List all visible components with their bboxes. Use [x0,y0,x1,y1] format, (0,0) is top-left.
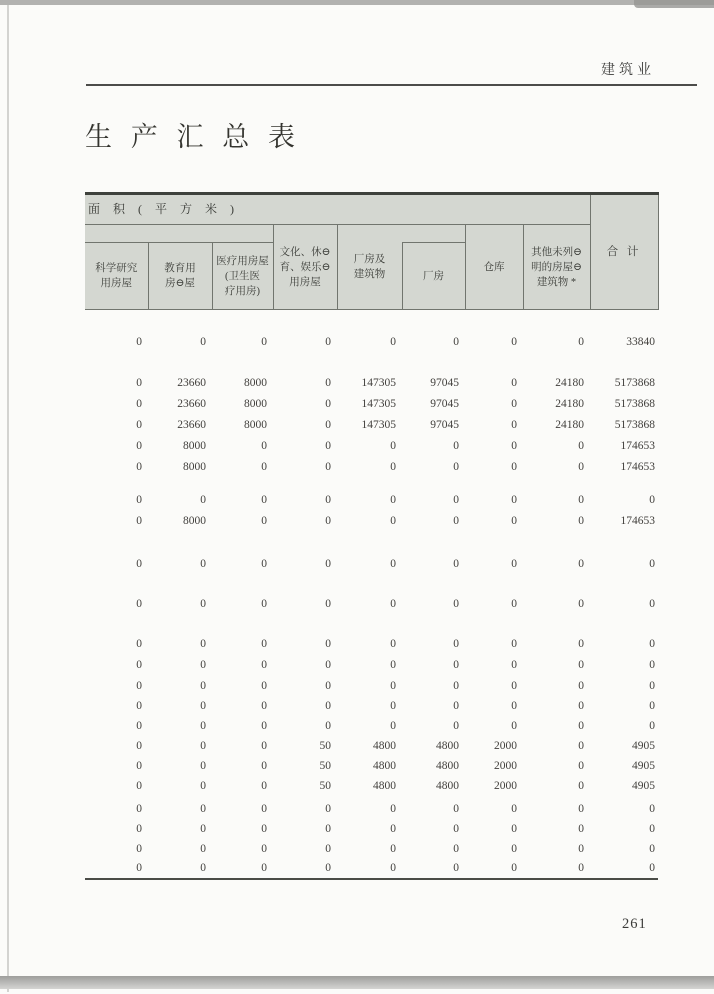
table-cell: 0 [261,779,267,792]
table-cell: 97045 [430,418,459,431]
table-row [85,776,658,796]
scan-edge-bottom [0,976,714,989]
scan-edge-top [0,0,714,5]
table-cell: 0 [200,679,206,692]
table-cell: 0 [511,460,517,473]
col-header-total [590,194,658,310]
table-row [85,614,658,654]
table-cell: 0 [453,802,459,815]
table-cell: 4800 [436,739,459,752]
header-line: 其他未列⊖ [531,246,582,258]
table-cell: 0 [390,514,396,527]
table-cell: 0 [325,376,331,389]
table-cell: 0 [200,597,206,610]
table-cell: 0 [325,658,331,671]
table-cell: 0 [453,842,459,855]
table-row [85,456,658,477]
table-cell: 0 [390,719,396,732]
table-cell: 50 [319,759,331,772]
scan-edge-left [7,5,9,992]
table-cell: 0 [261,822,267,835]
table-cell: 0 [136,802,142,815]
table-cell: 0 [649,557,655,570]
table-cell: 0 [390,822,396,835]
table-cell: 0 [578,822,584,835]
table-cell: 0 [453,460,459,473]
table-cell: 0 [511,861,517,874]
table-cell: 0 [136,779,142,792]
table-cell: 147305 [361,397,396,410]
page-number: 261 [622,916,647,932]
table-cell: 0 [390,699,396,712]
table-cell: 0 [453,679,459,692]
table-cell: 147305 [361,376,396,389]
header-line: 医疗用房屋 [216,255,269,267]
running-head-rule [86,84,697,86]
table-cell: 0 [325,802,331,815]
table-cell: 0 [578,739,584,752]
table-cell: 0 [325,335,331,348]
table-cell: 0 [136,759,142,772]
table-cell: 0 [136,514,142,527]
table-cell: 0 [325,493,331,506]
table-cell: 0 [200,699,206,712]
table-cell: 0 [325,597,331,610]
table-cell: 0 [136,397,142,410]
col-header-warehouse [465,225,523,310]
table-cell: 147305 [361,418,396,431]
table-cell: 0 [578,493,584,506]
table-cell: 0 [578,719,584,732]
table-cell: 0 [453,514,459,527]
table-row [85,393,658,414]
table-cell: 0 [511,658,517,671]
table-cell: 4800 [436,759,459,772]
table-cell: 2000 [494,759,517,772]
table-row [85,531,658,574]
table-cell: 5173868 [614,397,655,410]
table-cell: 0 [578,460,584,473]
table-cell: 0 [200,779,206,792]
scan-edge-top-right [634,0,714,8]
area-unit-band-label: 面 积 ( 平 方 米 ) [85,194,590,225]
table-cell: 0 [453,597,459,610]
table-cell: 0 [200,719,206,732]
table-row [85,839,658,859]
table-cell: 97045 [430,397,459,410]
table-cell: 0 [649,822,655,835]
table-cell: 0 [578,597,584,610]
table-cell: 0 [649,842,655,855]
header-line: 教育用 [164,263,196,274]
table-cell: 0 [261,679,267,692]
table-cell: 2000 [494,779,517,792]
table-cell: 0 [261,759,267,772]
table-cell: 0 [453,493,459,506]
table-cell: 0 [649,597,655,610]
table-cell: 8000 [244,376,267,389]
table-cell: 0 [136,597,142,610]
header-line: 仓库 [483,261,505,273]
table-cell: 0 [511,514,517,527]
table-cell: 0 [578,335,584,348]
table-cell: 0 [136,418,142,431]
table-cell: 0 [578,699,584,712]
table-cell: 23660 [177,418,206,431]
table-cell: 174653 [620,460,655,473]
table-row [85,310,658,352]
table-cell: 0 [578,842,584,855]
table-cell: 0 [261,637,267,650]
table-cell: 0 [325,861,331,874]
table-cell: 0 [261,514,267,527]
table-cell: 0 [261,658,267,671]
table-cell: 0 [511,335,517,348]
table-cell: 8000 [183,460,206,473]
table-cell: 0 [261,739,267,752]
table-cell: 0 [136,493,142,506]
table-cell: 0 [578,658,584,671]
table-cell: 0 [511,397,517,410]
table-row [85,756,658,776]
table-cell: 0 [200,802,206,815]
table-cell: 0 [136,460,142,473]
table-cell: 0 [325,699,331,712]
col-header-factory [402,243,465,310]
table-cell: 0 [578,679,584,692]
table-cell: 0 [136,822,142,835]
table-cell: 0 [578,759,584,772]
table-cell: 0 [136,719,142,732]
table-cell: 0 [261,335,267,348]
table-cell: 0 [511,637,517,650]
table-cell: 0 [200,739,206,752]
table-cell: 8000 [183,514,206,527]
table-cell: 33840 [626,335,655,348]
table-cell: 0 [511,842,517,855]
table-cell: 97045 [430,376,459,389]
table-cell: 0 [390,842,396,855]
table-cell: 0 [325,679,331,692]
table-cell: 0 [136,637,142,650]
table-cell: 8000 [244,397,267,410]
header-line: 房⊖屋 [165,278,195,289]
table-cell: 4800 [373,759,396,772]
table-cell: 0 [325,397,331,410]
table-cell: 0 [511,557,517,570]
table-cell: 0 [261,557,267,570]
table-row [85,716,658,736]
table-row [85,414,658,435]
table-cell: 0 [453,719,459,732]
table-cell: 0 [200,842,206,855]
table-cell: 0 [390,637,396,650]
header-line: 用房屋 [100,278,132,289]
table-row [85,819,658,839]
table-cell: 174653 [620,439,655,452]
table-cell: 0 [390,460,396,473]
table-row [85,435,658,456]
table-cell: 0 [325,514,331,527]
table-cell: 0 [200,658,206,671]
table-cell: 0 [390,439,396,452]
table-cell: 0 [578,779,584,792]
table-cell: 0 [390,679,396,692]
table-cell: 4905 [632,759,655,772]
table-cell: 2000 [494,739,517,752]
table-cell: 0 [325,557,331,570]
table-cell: 174653 [620,514,655,527]
table-cell: 0 [261,493,267,506]
table-cell: 0 [453,658,459,671]
header-line: 育、娱乐⊖ [279,261,331,273]
header-line: 厂房及 [353,254,386,265]
table-cell: 0 [511,679,517,692]
table-cell: 0 [136,557,142,570]
table-cell: 0 [453,699,459,712]
table-cell: 0 [261,439,267,452]
table-cell: 23660 [177,376,206,389]
table-cell: 0 [390,557,396,570]
col-header-education [148,243,212,310]
table-cell: 0 [578,439,584,452]
table-cell: 0 [511,493,517,506]
table-cell: 5173868 [614,376,655,389]
table-cell: 0 [453,861,459,874]
header-line: 科学研究 [95,263,138,274]
header-line: 文化、休⊖ [279,246,331,258]
table-cell: 0 [325,719,331,732]
header-line: 明的房屋⊖ [531,261,582,273]
table-cell: 0 [578,861,584,874]
table-cell: 0 [200,861,206,874]
table-cell: 0 [136,861,142,874]
table-cell: 0 [578,557,584,570]
table-cell: 0 [578,514,584,527]
table-cell: 0 [200,822,206,835]
table-cell: 0 [390,493,396,506]
header-line: 建筑物 * [536,276,577,288]
table-row [85,696,658,716]
table-cell: 0 [649,658,655,671]
table-header [85,194,658,310]
table-row [85,796,658,819]
col-header-other-unlisted [523,225,590,310]
table-cell: 0 [325,418,331,431]
table-cell: 0 [511,802,517,815]
table-cell: 0 [136,679,142,692]
table-cell: 0 [261,719,267,732]
col-header-science-research [85,243,148,310]
table-row [85,859,658,879]
table-cell: 0 [136,439,142,452]
table-cell: 24180 [555,376,584,389]
table-cell: 0 [511,439,517,452]
page-title: 生 产 汇 总 表 [85,122,301,152]
table-cell: 4905 [632,779,655,792]
table-cell: 0 [200,493,206,506]
table-cell: 24180 [555,418,584,431]
running-head-section-label: 建筑业 [601,63,655,78]
col-header-medical [212,243,273,310]
table-cell: 4800 [373,739,396,752]
table-cell: 0 [200,557,206,570]
summary-table [85,192,659,880]
table-cell: 0 [390,802,396,815]
table-cell: 0 [136,699,142,712]
table-row [85,477,658,510]
table-cell: 0 [325,637,331,650]
table-cell: 50 [319,739,331,752]
header-line: (卫生医 [225,270,260,282]
table-cell: 0 [578,637,584,650]
col-header-total-label: 合 计 [606,245,642,258]
table-cell: 24180 [555,397,584,410]
table-cell: 0 [261,802,267,815]
table-cell: 8000 [183,439,206,452]
table-cell: 0 [511,699,517,712]
table-cell: 0 [261,861,267,874]
table-cell: 0 [453,439,459,452]
table-cell: 0 [325,842,331,855]
table-cell: 0 [649,861,655,874]
table-cell: 0 [511,719,517,732]
table-cell: 0 [390,658,396,671]
table-cell: 0 [136,739,142,752]
table-cell: 0 [390,597,396,610]
table-cell: 0 [649,679,655,692]
table-cell: 0 [136,376,142,389]
table-cell: 0 [261,597,267,610]
header-empty-strip [85,225,273,243]
table-cell: 4905 [632,739,655,752]
table-cell: 0 [511,822,517,835]
table-cell: 0 [649,802,655,815]
table-cell: 23660 [177,397,206,410]
table-row [85,736,658,756]
table-cell: 0 [261,842,267,855]
table-cell: 0 [390,335,396,348]
table-cell: 4800 [436,779,459,792]
header-line: 疗用房) [225,285,260,297]
table-cell: 0 [261,699,267,712]
table-cell: 0 [453,637,459,650]
table-cell: 0 [325,460,331,473]
table-cell: 5173868 [614,418,655,431]
table-cell: 0 [136,842,142,855]
table-cell: 0 [200,759,206,772]
col-header-factory-group [337,225,402,310]
table-cell: 8000 [244,418,267,431]
table-cell: 0 [649,719,655,732]
table-cell: 50 [319,779,331,792]
table-cell: 0 [511,597,517,610]
col-header-culture-sports-recreation [273,225,337,310]
table-cell: 0 [325,822,331,835]
table-cell: 0 [136,658,142,671]
table-cell: 0 [649,493,655,506]
table-cell: 0 [453,335,459,348]
table-cell: 0 [511,376,517,389]
table-cell: 0 [200,335,206,348]
table-cell: 0 [325,439,331,452]
table-row [85,675,658,696]
header-line: 用房屋 [289,276,321,288]
table-cell: 0 [453,557,459,570]
header-line: 厂房 [423,270,444,282]
table-cell: 0 [649,699,655,712]
table-cell: 0 [649,637,655,650]
table-cell: 0 [390,861,396,874]
table-cell: 0 [261,460,267,473]
table-body [85,310,658,879]
table-cell: 0 [136,335,142,348]
table-row [85,654,658,675]
table-cell: 4800 [373,779,396,792]
table-cell: 0 [511,418,517,431]
table-cell: 0 [200,637,206,650]
table-row [85,352,658,393]
header-gap-cell [402,225,465,243]
header-line: 建筑物 [353,269,386,280]
table-row [85,510,658,531]
table-cell: 0 [453,822,459,835]
table-cell: 0 [578,802,584,815]
table-row [85,574,658,614]
